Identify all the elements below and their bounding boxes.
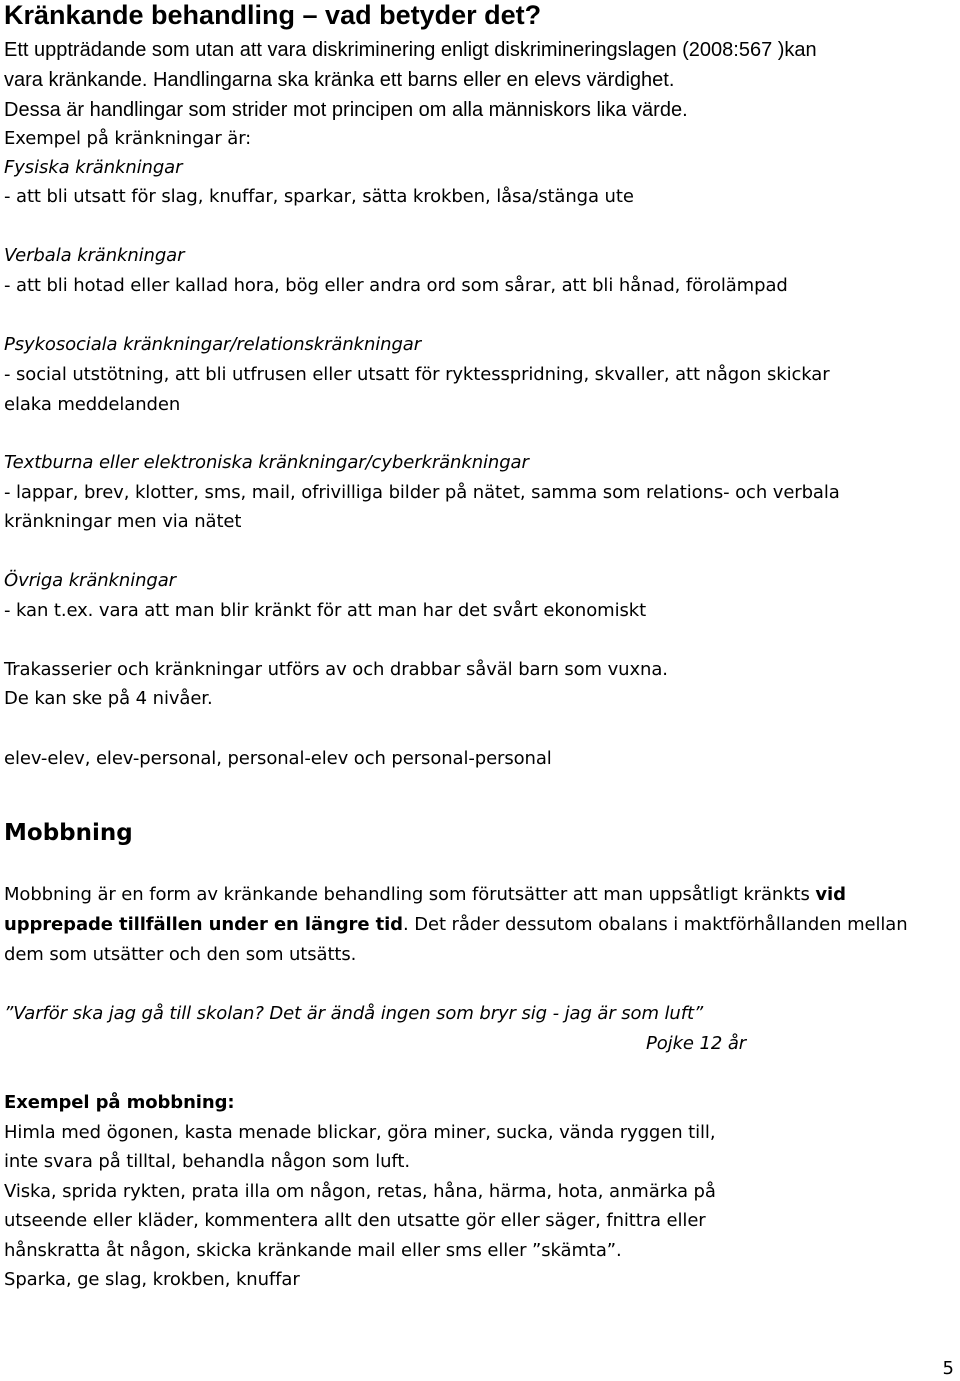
quote-attribution: Pojke 12 år bbox=[646, 1033, 747, 1054]
mobbning-example-line: hånskratta åt någon, skicka kränkande mail eller sms eller ”skämta”. bbox=[4, 1240, 622, 1261]
category-text: - kan t.ex. vara att man blir kränkt för att man har det svårt ekonomiskt bbox=[4, 600, 647, 621]
category-text: - att bli hotad eller kallad hora, bög eller andra ord som sårar, att bli hånad, förolämpad bbox=[4, 275, 788, 296]
mobbning-example-line: Viska, sprida rykten, prata illa om någon, retas, håna, härma, hota, anmärka på bbox=[4, 1181, 716, 1202]
mobbning-example-line: Sparka, ge slag, krokben, knuffar bbox=[4, 1269, 300, 1290]
page-title: Kränkande behandling – vad betyder det? bbox=[4, 0, 542, 30]
category-text: - lappar, brev, klotter, sms, mail, ofrivilliga bilder på nätet, samma som relations- och verbala bbox=[4, 482, 840, 503]
mobbning-definition-emphasis: upprepade tillfällen under en längre tid bbox=[4, 914, 403, 935]
trakasserier-text: De kan ske på 4 nivåer. bbox=[4, 688, 213, 709]
mobbning-example-line: utseende eller kläder, kommentera allt den utsatte gör eller säger, fnittra eller bbox=[4, 1210, 706, 1231]
category-heading: Verbala kränkningar bbox=[4, 245, 185, 266]
trakasserier-text: Trakasserier och kränkningar utförs av och drabbar såväl barn som vuxna. bbox=[4, 659, 668, 680]
mobbning-definition-emphasis: vid bbox=[815, 884, 846, 905]
category-heading: Fysiska kränkningar bbox=[4, 157, 183, 178]
category-text: kränkningar men via nätet bbox=[4, 511, 242, 532]
page-number: 5 bbox=[942, 1358, 954, 1379]
mobbning-definition bbox=[4, 886, 846, 904]
quote-text: ”Varför ska jag gå till skolan? Det är ändå ingen som bryr sig - jag är som luft” bbox=[4, 1003, 704, 1024]
mobbning-definition-text: . Det råder dessutom obalans i maktförhållanden mellan bbox=[402, 914, 908, 935]
mobbning-example-line: inte svara på tilltal, behandla någon som luft. bbox=[4, 1151, 410, 1172]
mobbning-definition-text: Mobbning är en form av kränkande behandling som förutsätter att man uppsåtligt kränkts bbox=[4, 884, 816, 905]
mobbning-definition bbox=[4, 916, 908, 934]
category-heading: Textburna eller elektroniska kränkningar/cyberkränkningar bbox=[4, 452, 529, 473]
category-text: - social utstötning, att bli utfrusen eller utsatt för ryktesspridning, skvaller, att någon skickar bbox=[4, 364, 830, 385]
intro-line: Ett uppträdande som utan att vara diskriminering enligt diskrimineringslagen (2008:567 )kan bbox=[4, 39, 817, 61]
mobbning-definition: dem som utsätter och den som utsätts. bbox=[4, 944, 357, 965]
mobbning-heading: Mobbning bbox=[4, 820, 133, 846]
mobbning-examples-label: Exempel på mobbning: bbox=[4, 1092, 235, 1113]
category-heading: Övriga kränkningar bbox=[4, 570, 176, 591]
category-text: elaka meddelanden bbox=[4, 394, 181, 415]
category-text: - att bli utsatt för slag, knuffar, sparkar, sätta krokben, låsa/stänga ute bbox=[4, 186, 634, 207]
mobbning-example-line: Himla med ögonen, kasta menade blickar, göra miner, sucka, vända ryggen till, bbox=[4, 1122, 716, 1143]
intro-line: vara kränkande. Handlingarna ska kränka ett barns eller en elevs värdighet. bbox=[4, 69, 675, 91]
intro-line: Dessa är handlingar som strider mot principen om alla människors lika värde. bbox=[4, 99, 688, 121]
category-heading: Psykosociala kränkningar/relationskränkningar bbox=[4, 334, 422, 355]
levels-text: elev-elev, elev-personal, personal-elev och personal-personal bbox=[4, 748, 552, 769]
examples-label: Exempel på kränkningar är: bbox=[4, 128, 252, 149]
